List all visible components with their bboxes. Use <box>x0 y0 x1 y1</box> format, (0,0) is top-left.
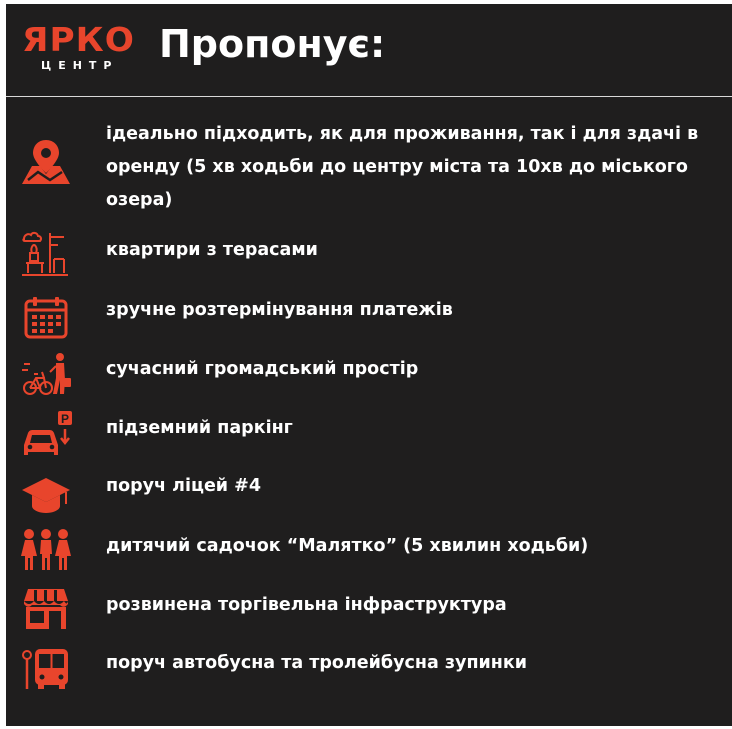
feature-text: квартири з терасами <box>106 240 318 260</box>
brand-logo <box>22 22 148 78</box>
feature-text: поруч ліцей #4 <box>106 476 262 496</box>
parking-icon <box>20 411 72 463</box>
brand-subtitle: ЦЕНТР <box>41 59 119 72</box>
feature-text: підземний паркінг <box>106 418 293 438</box>
feature-text: розвинена торгівельна інфраструктура <box>106 595 507 615</box>
feature-text: дитячий садочок “Малятко” (5 хвилин ходьби) <box>106 536 589 556</box>
brand-name: ЯРКО <box>22 20 135 59</box>
public-space-icon <box>20 350 72 402</box>
feature-text: ідеально підходить, як для проживання, так і для здачі в оренду (5 хв ходьби до центру міста та 10хв до міського озера) <box>106 124 699 210</box>
svg-text:P: P <box>60 412 70 426</box>
graduation-cap-icon <box>20 470 72 522</box>
bus-stop-icon <box>20 643 72 695</box>
header <box>6 4 732 96</box>
feature-text: сучасний громадський простір <box>106 359 419 379</box>
page-title: Пропонує: <box>159 22 386 66</box>
offer-card <box>6 4 732 726</box>
header-divider <box>6 96 732 97</box>
calendar-icon <box>20 293 72 345</box>
shop-icon <box>20 583 72 635</box>
feature-text: зручне розтермінування платежів <box>106 300 453 320</box>
feature-text: поруч автобусна та тролейбусна зупинки <box>106 653 528 673</box>
children-icon <box>20 526 72 578</box>
terrace-icon <box>20 229 72 281</box>
map-pin-icon <box>20 136 72 188</box>
